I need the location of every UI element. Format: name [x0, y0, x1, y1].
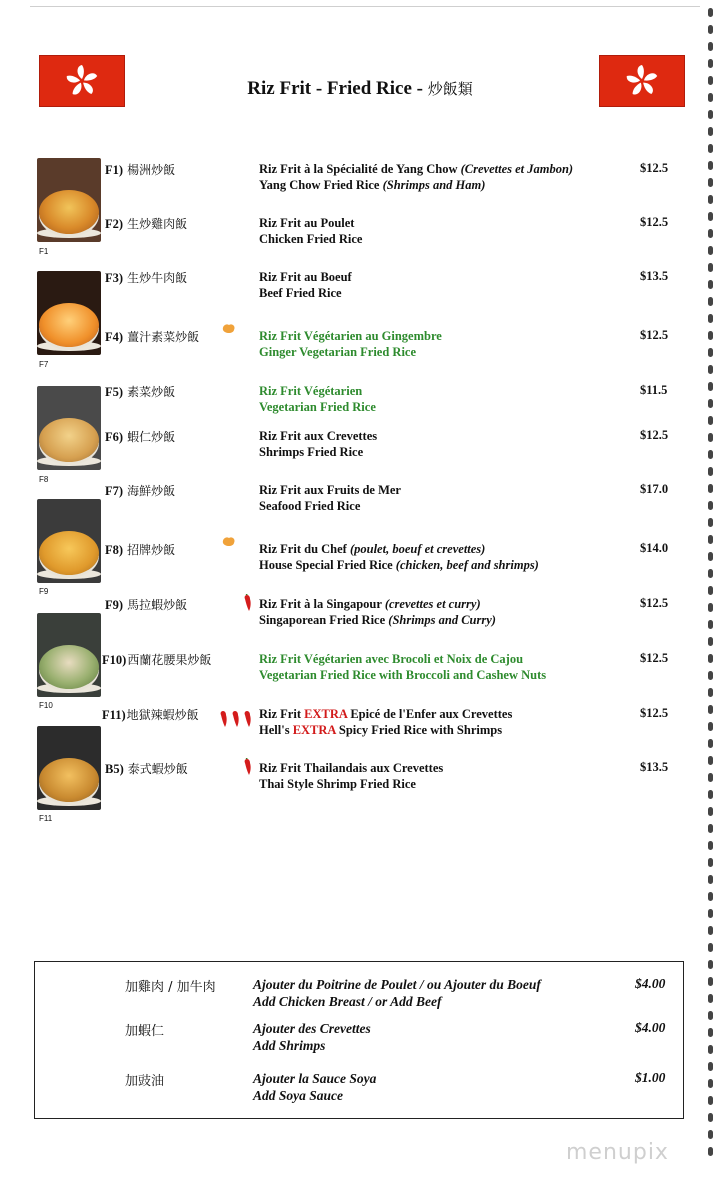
photo-caption: F9: [39, 587, 49, 596]
binder-hole: [708, 807, 713, 816]
chinese-name: 生炒牛肉飯: [127, 271, 188, 285]
code-label: F3): [105, 271, 124, 285]
add-on-chinese: 加雞肉 / 加牛肉: [125, 980, 216, 995]
french-name: Riz Frit à la Singapour: [259, 597, 382, 611]
binder-hole: [708, 382, 713, 391]
binder-hole: [708, 348, 713, 357]
french-name: Riz Frit à la Spécialité de Yang Chow: [259, 162, 458, 176]
binder-hole: [708, 8, 713, 17]
binder-hole: [708, 1113, 713, 1122]
binder-hole: [708, 705, 713, 714]
item-price: $17.0: [640, 482, 669, 496]
binder-hole: [708, 1062, 713, 1071]
item-description: [259, 215, 362, 247]
french-name: Riz Frit aux Fruits de Mer: [259, 483, 401, 497]
item-description: [259, 706, 512, 738]
english-name: Ginger Vegetarian Fried Rice: [259, 345, 417, 359]
binder-hole: [708, 399, 713, 408]
item-description: [259, 328, 442, 360]
add-on-english: Add Shrimps: [253, 1038, 326, 1053]
binder-hole: [708, 671, 713, 680]
add-on-french: Ajouter des Crevettes: [253, 1021, 371, 1036]
binder-hole: [708, 569, 713, 578]
binder-hole: [708, 59, 713, 68]
item-code: [105, 596, 187, 613]
binder-hole: [708, 297, 713, 306]
add-on-description: [253, 1070, 376, 1104]
binder-holes: [706, 8, 714, 1178]
item-description: [259, 596, 496, 628]
item-description: [259, 161, 573, 193]
binder-hole: [708, 195, 713, 204]
food-photo-f8: [37, 386, 101, 470]
french-name: Riz Frit du Chef: [259, 542, 347, 556]
item-description: [259, 541, 539, 573]
chinese-name: 西蘭花腰果炒飯: [127, 653, 212, 667]
binder-hole: [708, 909, 713, 918]
extra-label: EXTRA: [304, 707, 348, 721]
chinese-name: 楊洲炒飯: [127, 163, 176, 177]
add-on-french: Ajouter la Sauce Soya: [253, 1071, 377, 1086]
french-name: Riz Frit au Boeuf: [259, 270, 352, 284]
binder-hole: [708, 314, 713, 323]
binder-hole: [708, 450, 713, 459]
item-code: [105, 328, 199, 345]
binder-hole: [708, 280, 713, 289]
chinese-name: 馬拉蝦炒飯: [127, 598, 188, 612]
code-label: F5): [105, 385, 124, 399]
binder-hole: [708, 875, 713, 884]
english-name: House Special Fried Rice: [259, 558, 393, 572]
page-top-line: [30, 6, 700, 7]
binder-hole: [708, 892, 713, 901]
chinese-name: 素菜炒飯: [127, 385, 176, 399]
item-price: $12.5: [640, 328, 669, 342]
item-code: [105, 215, 187, 232]
item-price: $12.5: [640, 161, 669, 175]
item-price: $12.5: [640, 651, 669, 665]
title-main: Riz Frit - Fried Rice -: [247, 78, 428, 99]
binder-hole: [708, 841, 713, 850]
add-on-description: [253, 976, 541, 1010]
binder-hole: [708, 773, 713, 782]
add-on-english: Add Soya Sauce: [253, 1088, 344, 1103]
binder-hole: [708, 535, 713, 544]
item-description: [259, 760, 443, 792]
chili-icon: [242, 758, 252, 776]
binder-hole: [708, 467, 713, 476]
binder-hole: [708, 790, 713, 799]
french-name: Riz Frit Végétarien avec Brocoli et Noix de Cajou: [259, 652, 524, 666]
item-price: $11.5: [640, 383, 668, 397]
french-name: Riz Frit Thailandais aux Crevettes: [259, 761, 444, 775]
french-note: (Crevettes et Jambon): [460, 162, 574, 176]
photo-caption: F7: [39, 360, 49, 369]
item-price: $13.5: [640, 269, 669, 283]
binder-hole: [708, 722, 713, 731]
binder-hole: [708, 365, 713, 374]
photo-caption: F1: [39, 247, 49, 256]
english-name: Thai Style Shrimp Fried Rice: [259, 777, 416, 791]
french-name: Riz Frit aux Crevettes: [259, 429, 378, 443]
binder-hole: [708, 229, 713, 238]
binder-hole: [708, 858, 713, 867]
chinese-name: 薑汁素菜炒飯: [127, 330, 200, 344]
item-description: [259, 651, 546, 683]
ginger-icon: [221, 322, 236, 335]
binder-hole: [708, 416, 713, 425]
english-note: (Shrimps and Ham): [382, 178, 486, 192]
item-code: [105, 428, 175, 445]
item-code: [105, 269, 187, 286]
page-title: [0, 78, 720, 100]
code-label: F4): [105, 330, 124, 344]
item-description: [259, 269, 352, 301]
binder-hole: [708, 331, 713, 340]
item-code: [102, 651, 211, 668]
binder-hole: [708, 501, 713, 510]
binder-hole: [708, 1028, 713, 1037]
item-description: [259, 482, 401, 514]
french-suffix: Epicé de l'Enfer aux Crevettes: [347, 707, 513, 721]
title-chinese: 炒飯類: [427, 80, 473, 98]
chili-icon: [242, 594, 252, 612]
binder-hole: [708, 484, 713, 493]
binder-hole: [708, 518, 713, 527]
binder-hole: [708, 433, 713, 442]
chinese-name: 生炒雞肉飯: [127, 217, 188, 231]
photo-caption: F11: [39, 814, 53, 823]
english-name: Seafood Fried Rice: [259, 499, 361, 513]
binder-hole: [708, 42, 713, 51]
binder-hole: [708, 1130, 713, 1139]
binder-hole: [708, 739, 713, 748]
binder-hole: [708, 654, 713, 663]
binder-hole: [708, 127, 713, 136]
binder-hole: [708, 552, 713, 561]
food-photo-f10: [37, 613, 101, 697]
extra-label: EXTRA: [292, 723, 336, 737]
english-name: Vegetarian Fried Rice with Broccoli and Cashew Nuts: [259, 668, 547, 682]
binder-hole: [708, 1096, 713, 1105]
english-name: Singaporean Fried Rice: [259, 613, 386, 627]
item-description: [259, 383, 376, 415]
item-code: [105, 760, 188, 777]
item-description: [259, 428, 377, 460]
chinese-name: 招牌炒飯: [127, 543, 176, 557]
item-code: [105, 161, 175, 178]
photo-caption: F8: [39, 475, 49, 484]
binder-hole: [708, 824, 713, 833]
add-on-price: $4.00: [635, 976, 666, 991]
food-photo-f7: [37, 271, 101, 355]
ginger-icon: [221, 535, 236, 548]
code-label: F9): [105, 598, 124, 612]
binder-hole: [708, 637, 713, 646]
item-code: [105, 383, 175, 400]
code-label: F6): [105, 430, 124, 444]
item-price: $12.5: [640, 706, 669, 720]
english-name: Yang Chow Fried Rice: [259, 178, 380, 192]
code-label: F2): [105, 217, 124, 231]
add-on-price: $4.00: [635, 1020, 666, 1035]
english-note: (Shrimps and Curry): [388, 613, 496, 627]
photo-caption: F10: [39, 701, 53, 710]
add-on-french: Ajouter du Poitrine de Poulet / ou Ajouter du Boeuf: [253, 977, 541, 992]
english-prefix: Hell's: [259, 723, 293, 737]
code-label: F8): [105, 543, 124, 557]
binder-hole: [708, 603, 713, 612]
binder-hole: [708, 620, 713, 629]
item-code: [105, 482, 175, 499]
french-name: Riz Frit au Poulet: [259, 216, 355, 230]
chinese-name: 蝦仁炒飯: [127, 430, 176, 444]
binder-hole: [708, 1147, 713, 1156]
code-label: F7): [105, 484, 124, 498]
chinese-name: 泰式蝦炒飯: [127, 762, 188, 776]
item-price: $12.5: [640, 596, 669, 610]
english-name: Beef Fried Rice: [259, 286, 342, 300]
binder-hole: [708, 960, 713, 969]
french-name: Riz Frit Végétarien au Gingembre: [259, 329, 442, 343]
code-label: B5): [105, 762, 124, 776]
english-name: Shrimps Fried Rice: [259, 445, 364, 459]
english-note: (chicken, beef and shrimps): [395, 558, 539, 572]
add-on-english: Add Chicken Breast / or Add Beef: [253, 994, 442, 1009]
binder-hole: [708, 1079, 713, 1088]
binder-hole: [708, 756, 713, 765]
add-ons-box: [34, 961, 684, 1119]
item-price: $12.5: [640, 215, 669, 229]
binder-hole: [708, 977, 713, 986]
food-photo-f1: [37, 158, 101, 242]
code-label: F1): [105, 163, 124, 177]
menupix-watermark: menupix: [566, 1140, 669, 1165]
item-price: $12.5: [640, 428, 669, 442]
binder-hole: [708, 25, 713, 34]
binder-hole: [708, 994, 713, 1003]
french-prefix: Riz Frit: [259, 707, 305, 721]
binder-hole: [708, 246, 713, 255]
english-name: Vegetarian Fried Rice: [259, 400, 376, 414]
french-note: (poulet, boeuf et crevettes): [349, 542, 486, 556]
binder-hole: [708, 161, 713, 170]
binder-hole: [708, 263, 713, 272]
chinese-name: 海鮮炒飯: [127, 484, 176, 498]
add-on-chinese: 加蝦仁: [125, 1024, 165, 1039]
binder-hole: [708, 144, 713, 153]
item-code: [105, 541, 175, 558]
french-note: (crevettes et curry): [384, 597, 481, 611]
item-code: [102, 706, 199, 723]
binder-hole: [708, 926, 713, 935]
binder-hole: [708, 1045, 713, 1054]
english-name: Chicken Fried Rice: [259, 232, 363, 246]
binder-hole: [708, 586, 713, 595]
binder-hole: [708, 212, 713, 221]
code-label: F11): [102, 708, 126, 722]
binder-hole: [708, 1011, 713, 1020]
binder-hole: [708, 688, 713, 697]
binder-hole: [708, 178, 713, 187]
add-on-price: $1.00: [635, 1070, 666, 1085]
french-name: Riz Frit Végétarien: [259, 384, 363, 398]
add-on-chinese: 加豉油: [125, 1074, 165, 1089]
item-price: $13.5: [640, 760, 669, 774]
english-suffix: Spicy Fried Rice with Shrimps: [335, 723, 503, 737]
food-photo-f11: [37, 726, 101, 810]
code-label: F10): [102, 653, 127, 667]
binder-hole: [708, 943, 713, 952]
add-on-description: [253, 1020, 371, 1054]
triple-chili-icon: [218, 709, 256, 729]
chinese-name: 地獄辣蝦炒飯: [126, 708, 199, 722]
item-price: $14.0: [640, 541, 669, 555]
binder-hole: [708, 110, 713, 119]
food-photo-f9: [37, 499, 101, 583]
